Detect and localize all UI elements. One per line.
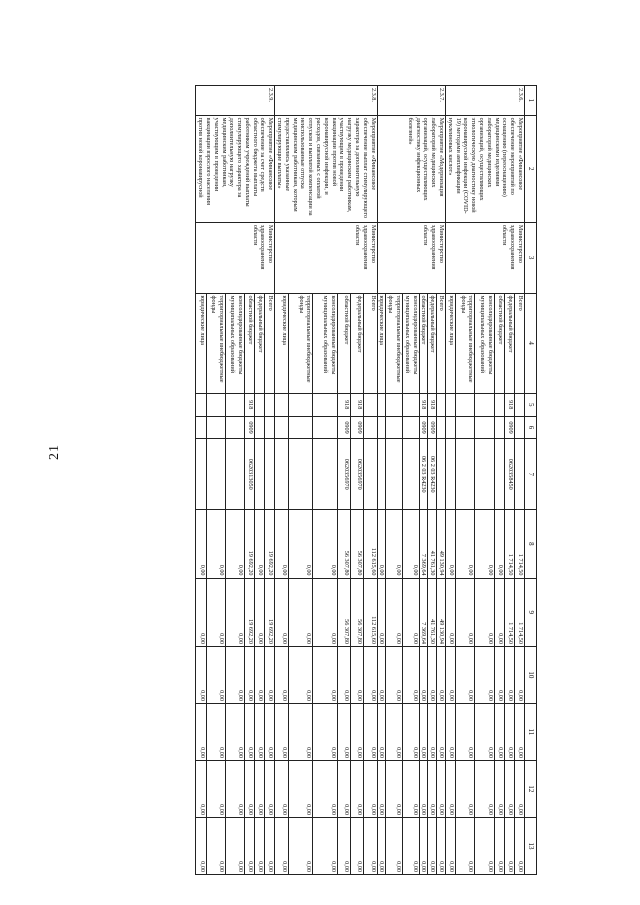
cell-col10: 0,00 — [428, 646, 437, 703]
cell-col13: 0,00 — [244, 817, 254, 874]
cell-col5: 918 — [504, 393, 514, 416]
cell-col8: 112 615,60 — [364, 510, 377, 578]
cell-col7 — [275, 439, 288, 510]
col-header-5: 5 — [525, 393, 537, 416]
funding-source: консолидированные бюджеты муниципальных образований — [313, 293, 338, 393]
cell-col6 — [446, 416, 456, 439]
cell-col7: 0620358450 — [504, 439, 514, 510]
table-row — [514, 86, 524, 875]
cell-col12: 0,00 — [196, 760, 206, 817]
funding-source: Всего — [514, 293, 524, 393]
cell-col11: 0,00 — [351, 703, 364, 760]
cell-col10: 0,00 — [475, 646, 494, 703]
cell-col8: 7 369,64 — [419, 510, 428, 578]
funding-source: территориальные внебюджетные фонды — [386, 293, 403, 393]
cell-col9: 0,00 — [254, 578, 264, 646]
col-header-3: 3 — [525, 222, 537, 293]
cell-col12: 0,00 — [446, 760, 456, 817]
cell-col11: 0,00 — [428, 703, 437, 760]
cell-col8: 56 307,80 — [351, 510, 364, 578]
cell-col6 — [196, 416, 206, 439]
cell-col13: 0,00 — [254, 817, 264, 874]
cell-col7 — [265, 439, 275, 510]
cell-col13: 0,00 — [313, 817, 338, 874]
cell-col8: 41 761,30 — [428, 510, 437, 578]
cell-col8: 49 130,94 — [437, 510, 446, 578]
cell-col10: 0,00 — [254, 646, 264, 703]
cell-col11: 0,00 — [275, 703, 288, 760]
cell-col9: 56 307,80 — [351, 578, 364, 646]
cell-col13: 0,00 — [351, 817, 364, 874]
cell-col7 — [313, 439, 338, 510]
rotated-table-container — [107, 85, 537, 875]
cell-col5: 918 — [419, 393, 428, 416]
cell-col6 — [494, 416, 504, 439]
cell-col13: 0,00 — [377, 817, 386, 874]
funding-source: консолидированные бюджеты муниципальных образований — [403, 293, 420, 393]
funding-source: областной бюджет — [494, 293, 504, 393]
cell-col13: 0,00 — [288, 817, 313, 874]
cell-col11: 0,00 — [437, 703, 446, 760]
funding-source: юридические лица — [275, 293, 288, 393]
cell-col10: 0,00 — [364, 646, 377, 703]
cell-col12: 0,00 — [419, 760, 428, 817]
cell-col6 — [313, 416, 338, 439]
cell-col5 — [456, 393, 475, 416]
cell-col6: 0909 — [428, 416, 437, 439]
cell-col11: 0,00 — [494, 703, 504, 760]
cell-col10: 0,00 — [275, 646, 288, 703]
cell-col8: 56 307,80 — [338, 510, 351, 578]
cell-col8: 0,00 — [313, 510, 338, 578]
cell-col8: 0,00 — [254, 510, 264, 578]
cell-col9: 41 761,30 — [428, 578, 437, 646]
cell-col10: 0,00 — [403, 646, 420, 703]
cell-col13: 0,00 — [446, 817, 456, 874]
col-header-9: 9 — [525, 578, 537, 646]
table-row — [437, 86, 446, 875]
cell-col9: 56 307,80 — [338, 578, 351, 646]
cell-col9: 49 130,94 — [437, 578, 446, 646]
cell-col12: 0,00 — [377, 760, 386, 817]
funding-source: территориальные внебюджетные фонды — [456, 293, 475, 393]
cell-col6 — [225, 416, 244, 439]
cell-col10: 0,00 — [225, 646, 244, 703]
cell-col13: 0,00 — [403, 817, 420, 874]
cell-col6 — [403, 416, 420, 439]
cell-col12: 0,00 — [338, 760, 351, 817]
cell-col13: 0,00 — [206, 817, 225, 874]
cell-col6 — [206, 416, 225, 439]
funding-source: областной бюджет — [338, 293, 351, 393]
col-header-6: 6 — [525, 416, 537, 439]
event-name: Мероприятие «Финансовое обеспечение выплат стимулирующего характера за дополнительную нагрузку медицинским работникам, участвующим в проведении вакцинации против новой коронавирусной инфекции, и расходов, связанных с оплатой отпусков и выплатой компенсации за неиспользованные отпуска медицинским работникам, которым предоставлялись указанные стимулирующие выплаты» — [275, 115, 377, 222]
event-code: 2.3.6. — [446, 86, 525, 116]
cell-col13: 0,00 — [225, 817, 244, 874]
cell-col10: 0,00 — [265, 646, 275, 703]
funding-source: областной бюджет — [244, 293, 254, 393]
cell-col7 — [437, 439, 446, 510]
cell-col13: 0,00 — [475, 817, 494, 874]
funding-source: Всего — [364, 293, 377, 393]
cell-col9: 7 369,64 — [419, 578, 428, 646]
cell-col8: 0,00 — [206, 510, 225, 578]
cell-col7: 06 2 03 R4230 — [419, 439, 428, 510]
cell-col11: 0,00 — [456, 703, 475, 760]
cell-col9: 0,00 — [275, 578, 288, 646]
cell-col9: 0,00 — [196, 578, 206, 646]
cell-col8: 0,00 — [225, 510, 244, 578]
cell-col6 — [437, 416, 446, 439]
cell-col10: 0,00 — [494, 646, 504, 703]
event-name: Мероприятие «Модернизация лабораторий медицинских организаций, осуществляющих диагностику инфекционных болезней» — [377, 115, 445, 222]
cell-col5: 918 — [244, 393, 254, 416]
cell-col8: 0,00 — [377, 510, 386, 578]
cell-col11: 0,00 — [244, 703, 254, 760]
cell-col8: 0,00 — [494, 510, 504, 578]
funding-source: консолидированные бюджеты муниципальных образований — [225, 293, 244, 393]
cell-col11: 0,00 — [225, 703, 244, 760]
cell-col7 — [364, 439, 377, 510]
event-executor: Министерство здравоохранения области — [446, 222, 525, 293]
cell-col5 — [437, 393, 446, 416]
cell-col8: 19 692,20 — [244, 510, 254, 578]
cell-col7 — [254, 439, 264, 510]
event-executor: Министерство здравоохранения области — [275, 222, 377, 293]
cell-col10: 0,00 — [313, 646, 338, 703]
cell-col9: 0,00 — [225, 578, 244, 646]
cell-col10: 0,00 — [446, 646, 456, 703]
col-header-1: 1 — [525, 86, 537, 116]
funding-source: федеральный бюджет — [504, 293, 514, 393]
cell-col6 — [514, 416, 524, 439]
cell-col6: 0909 — [504, 416, 514, 439]
cell-col6 — [456, 416, 475, 439]
cell-col6 — [386, 416, 403, 439]
cell-col9: 19 692,20 — [244, 578, 254, 646]
cell-col12: 0,00 — [265, 760, 275, 817]
cell-col7 — [196, 439, 206, 510]
cell-col10: 0,00 — [288, 646, 313, 703]
cell-col5 — [364, 393, 377, 416]
cell-col5: 918 — [351, 393, 364, 416]
cell-col5: 918 — [338, 393, 351, 416]
cell-col12: 0,00 — [244, 760, 254, 817]
cell-col9: 1 714,50 — [514, 578, 524, 646]
cell-col5 — [386, 393, 403, 416]
cell-col12: 0,00 — [456, 760, 475, 817]
cell-col11: 0,00 — [504, 703, 514, 760]
cell-col13: 0,00 — [265, 817, 275, 874]
funding-table — [195, 85, 537, 875]
cell-col6 — [288, 416, 313, 439]
cell-col9: 0,00 — [206, 578, 225, 646]
cell-col8: 19 692,20 — [265, 510, 275, 578]
col-header-10: 10 — [525, 646, 537, 703]
cell-col11: 0,00 — [446, 703, 456, 760]
funding-source: федеральный бюджет — [351, 293, 364, 393]
cell-col9: 0,00 — [446, 578, 456, 646]
cell-col10: 0,00 — [456, 646, 475, 703]
cell-col12: 0,00 — [254, 760, 264, 817]
cell-col9: 0,00 — [403, 578, 420, 646]
col-header-11: 11 — [525, 703, 537, 760]
cell-col5 — [475, 393, 494, 416]
event-code: 2.3.8. — [275, 86, 377, 116]
cell-col11: 0,00 — [196, 703, 206, 760]
cell-col12: 0,00 — [475, 760, 494, 817]
cell-col10: 0,00 — [206, 646, 225, 703]
cell-col6: 0909 — [419, 416, 428, 439]
cell-col5 — [225, 393, 244, 416]
table-row — [364, 86, 377, 875]
cell-col5 — [288, 393, 313, 416]
cell-col11: 0,00 — [288, 703, 313, 760]
cell-col13: 0,00 — [514, 817, 524, 874]
cell-col13: 0,00 — [419, 817, 428, 874]
cell-col13: 0,00 — [364, 817, 377, 874]
cell-col5 — [265, 393, 275, 416]
cell-col10: 0,00 — [196, 646, 206, 703]
cell-col10: 0,00 — [514, 646, 524, 703]
event-code: 2.3.7. — [377, 86, 445, 116]
cell-col11: 0,00 — [338, 703, 351, 760]
col-header-12: 12 — [525, 760, 537, 817]
col-header-7: 7 — [525, 439, 537, 510]
funding-source: юридические лица — [377, 293, 386, 393]
cell-col7 — [494, 439, 504, 510]
cell-col11: 0,00 — [265, 703, 275, 760]
col-header-8: 8 — [525, 510, 537, 578]
cell-col12: 0,00 — [403, 760, 420, 817]
cell-col10: 0,00 — [419, 646, 428, 703]
cell-col12: 0,00 — [494, 760, 504, 817]
cell-col13: 0,00 — [456, 817, 475, 874]
cell-col7 — [514, 439, 524, 510]
cell-col11: 0,00 — [514, 703, 524, 760]
cell-col8: 0,00 — [288, 510, 313, 578]
funding-source: федеральный бюджет — [428, 293, 437, 393]
cell-col11: 0,00 — [364, 703, 377, 760]
cell-col11: 0,00 — [403, 703, 420, 760]
funding-source: консолидированные бюджеты муниципальных образований — [475, 293, 494, 393]
funding-source: юридические лица — [446, 293, 456, 393]
cell-col8: 0,00 — [275, 510, 288, 578]
cell-col5 — [275, 393, 288, 416]
cell-col7: 0620313050 — [244, 439, 254, 510]
col-header-4: 4 — [525, 293, 537, 393]
cell-col9: 0,00 — [494, 578, 504, 646]
cell-col8: 0,00 — [475, 510, 494, 578]
cell-col5 — [494, 393, 504, 416]
cell-col7 — [456, 439, 475, 510]
cell-col6 — [265, 416, 275, 439]
funding-source: территориальные внебюджетные фонды — [288, 293, 313, 393]
cell-col11: 0,00 — [254, 703, 264, 760]
cell-col7 — [206, 439, 225, 510]
cell-col7 — [403, 439, 420, 510]
cell-col9: 0,00 — [377, 578, 386, 646]
cell-col5 — [377, 393, 386, 416]
funding-source: федеральный бюджет — [254, 293, 264, 393]
cell-col7 — [225, 439, 244, 510]
cell-col12: 0,00 — [504, 760, 514, 817]
cell-col5 — [446, 393, 456, 416]
cell-col12: 0,00 — [351, 760, 364, 817]
cell-col11: 0,00 — [377, 703, 386, 760]
cell-col8: 0,00 — [403, 510, 420, 578]
cell-col9: 0,00 — [313, 578, 338, 646]
cell-col11: 0,00 — [419, 703, 428, 760]
cell-col6 — [275, 416, 288, 439]
cell-col8: 1 714,50 — [504, 510, 514, 578]
cell-col5 — [254, 393, 264, 416]
col-header-2: 2 — [525, 115, 537, 222]
cell-col13: 0,00 — [428, 817, 437, 874]
cell-col5: 918 — [428, 393, 437, 416]
cell-col12: 0,00 — [364, 760, 377, 817]
cell-col6 — [364, 416, 377, 439]
funding-source: Всего — [437, 293, 446, 393]
cell-col13: 0,00 — [504, 817, 514, 874]
cell-col8: 0,00 — [456, 510, 475, 578]
cell-col12: 0,00 — [313, 760, 338, 817]
event-executor: Министерство здравоохранения области — [377, 222, 445, 293]
cell-col13: 0,00 — [338, 817, 351, 874]
cell-col10: 0,00 — [386, 646, 403, 703]
cell-col11: 0,00 — [386, 703, 403, 760]
cell-col12: 0,00 — [225, 760, 244, 817]
funding-source: Всего — [265, 293, 275, 393]
cell-col13: 0,00 — [386, 817, 403, 874]
cell-col5 — [313, 393, 338, 416]
col-header-13: 13 — [525, 817, 537, 874]
cell-col7: 0620356970 — [351, 439, 364, 510]
cell-col13: 0,00 — [275, 817, 288, 874]
cell-col7: 0620356970 — [338, 439, 351, 510]
cell-col5 — [514, 393, 524, 416]
cell-col12: 0,00 — [288, 760, 313, 817]
cell-col7 — [386, 439, 403, 510]
cell-col8: 1 714,50 — [514, 510, 524, 578]
cell-col9: 0,00 — [288, 578, 313, 646]
cell-col12: 0,00 — [428, 760, 437, 817]
funding-source: юридические лица — [196, 293, 206, 393]
cell-col10: 0,00 — [377, 646, 386, 703]
table-row — [265, 86, 275, 875]
cell-col8: 0,00 — [196, 510, 206, 578]
cell-col8: 0,00 — [446, 510, 456, 578]
event-name: Мероприятие «Финансовое обеспечение мероприятий по оснащению (переоснащению) медицинскими изделиями лабораторий медицинских организаций, осуществляющих этиологическую диагностику новой коронавирусной инфекции (COVID-19) методами амплификации нуклеиновых кислот» — [446, 115, 525, 222]
cell-col9: 0,00 — [386, 578, 403, 646]
cell-col11: 0,00 — [313, 703, 338, 760]
cell-col12: 0,00 — [386, 760, 403, 817]
cell-col7 — [288, 439, 313, 510]
cell-col11: 0,00 — [475, 703, 494, 760]
cell-col9: 0,00 — [456, 578, 475, 646]
cell-col10: 0,00 — [244, 646, 254, 703]
cell-col5 — [196, 393, 206, 416]
cell-col6: 0909 — [244, 416, 254, 439]
cell-col12: 0,00 — [275, 760, 288, 817]
cell-col12: 0,00 — [206, 760, 225, 817]
cell-col6 — [475, 416, 494, 439]
cell-col6 — [254, 416, 264, 439]
cell-col7 — [446, 439, 456, 510]
cell-col10: 0,00 — [351, 646, 364, 703]
page-number: 21 — [47, 444, 62, 460]
event-name: Мероприятие «Финансовое обеспечение за счет средств областного бюджета выплаты работникам учреждений выплаты стимулирующего характера за дополнительную нагрузку медицинским работникам, участвующим в проведении вакцинации взрослого населения против новой коронавирусной — [196, 115, 275, 222]
event-code: 2.3.9. — [196, 86, 275, 116]
cell-col7: 06 2 03 R4230 — [428, 439, 437, 510]
cell-col11: 0,00 — [206, 703, 225, 760]
cell-col12: 0,00 — [514, 760, 524, 817]
cell-col13: 0,00 — [494, 817, 504, 874]
cell-col6 — [377, 416, 386, 439]
cell-col5 — [403, 393, 420, 416]
cell-col9: 1 714,50 — [504, 578, 514, 646]
funding-source: территориальные внебюджетные фонды — [206, 293, 225, 393]
cell-col5 — [206, 393, 225, 416]
cell-col9: 19 692,20 — [265, 578, 275, 646]
cell-col10: 0,00 — [504, 646, 514, 703]
cell-col7 — [475, 439, 494, 510]
cell-col13: 0,00 — [196, 817, 206, 874]
header-row — [525, 86, 537, 875]
cell-col12: 0,00 — [437, 760, 446, 817]
cell-col7 — [377, 439, 386, 510]
cell-col6: 0909 — [351, 416, 364, 439]
cell-col13: 0,00 — [437, 817, 446, 874]
funding-source: областной бюджет — [419, 293, 428, 393]
event-executor: Министерство здравоохранения области — [196, 222, 275, 293]
cell-col10: 0,00 — [338, 646, 351, 703]
cell-col9: 112 615,60 — [364, 578, 377, 646]
cell-col9: 0,00 — [475, 578, 494, 646]
cell-col6: 0909 — [338, 416, 351, 439]
cell-col8: 0,00 — [386, 510, 403, 578]
cell-col10: 0,00 — [437, 646, 446, 703]
